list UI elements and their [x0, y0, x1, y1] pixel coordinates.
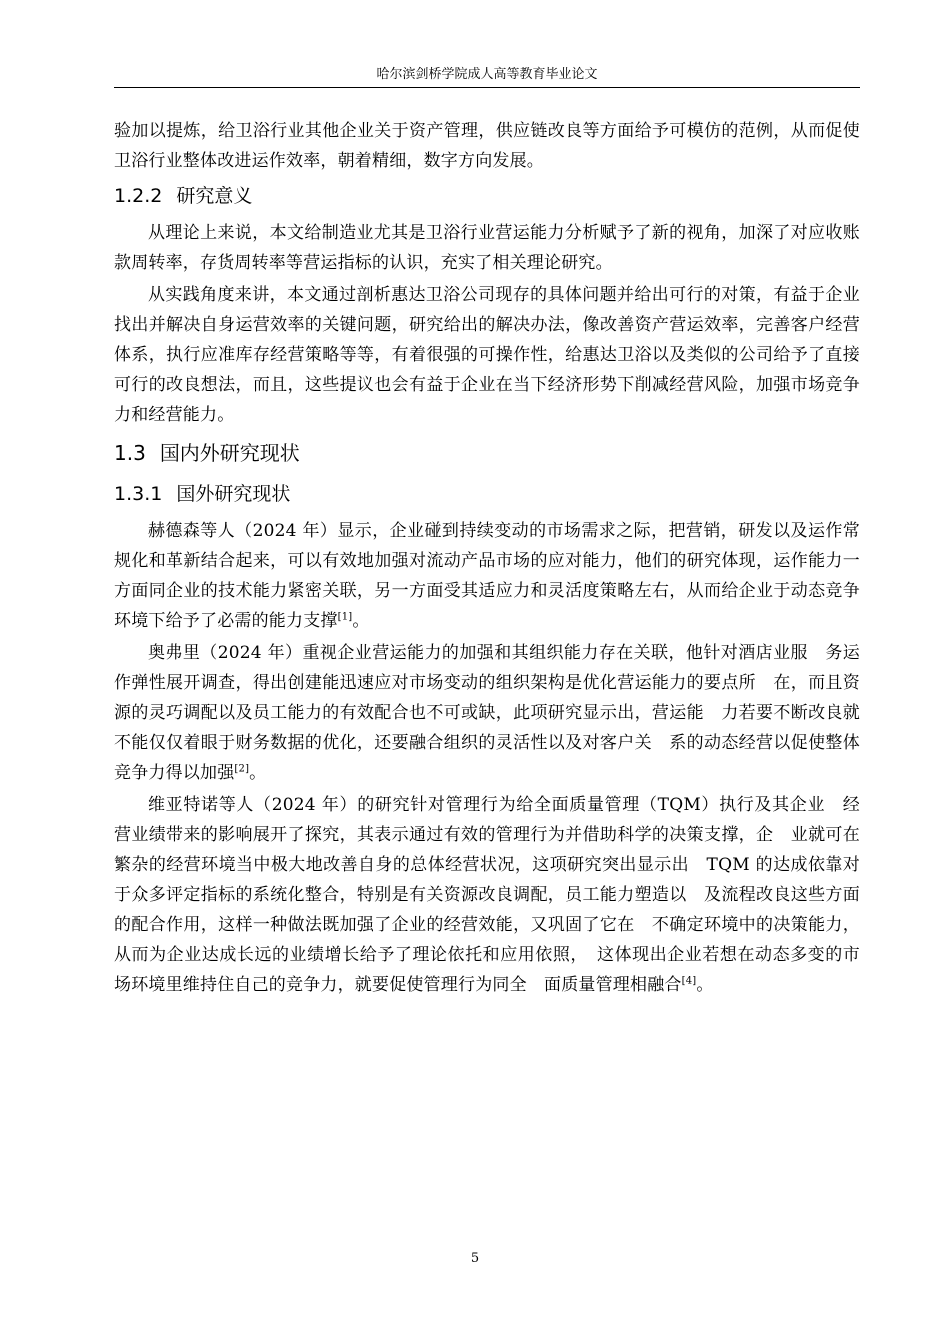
- paragraph-offrey: [114, 638, 860, 788]
- paragraph-viatno: [114, 790, 860, 1000]
- heading-number: 1.3: [114, 441, 146, 465]
- page-number: 5: [470, 1251, 480, 1266]
- running-header: 哈尔滨剑桥学院成人高等教育毕业论文: [376, 67, 598, 82]
- paragraph-continuation: 验加以提炼，给卫浴行业其他企业关于资产管理，供应链改良等方面给予可模仿的范例，从而促使卫浴行业整体改进运作效率，朝着精细，数字方向发展。: [114, 121, 860, 171]
- citation-link[interactable]: [2]: [234, 763, 250, 775]
- citation-link[interactable]: [4]: [681, 975, 697, 987]
- page-body: [114, 116, 860, 1002]
- section-heading-1-3: [114, 436, 860, 470]
- heading-number: 1.3.1: [114, 483, 163, 505]
- heading-title: 国外研究现状: [176, 483, 291, 505]
- paragraph-text: 维亚特诺等人（2024 年）的研究针对管理行为给全面质量管理（TQM）执行及其企业 经营业绩带来的影响展开了探究，其表示通过有效的管理行为并借助科学的决策支撑，企 业就可在繁杂的经营环境当中极大地改善自身的总体经营状况，这项研究突出显示出 TQM 的达成依靠对于众多评定指标的系统化整合，特别是有关资源改良调配，员工能力塑造以 及流程改良这些方面的配合作用，这样一种做法既加强了企业的经营效能，又巩固了它在 不确定环境中的决策能力，从而为企业达成长远的业绩增长给予了理论依托和应用依照， 这体现出企业若想在动态多变的市场环境里维持住自己的竞争力，就要促使管理行为同全 面质量管理相融合: [114, 795, 860, 995]
- heading-title: 研究意义: [176, 185, 253, 207]
- paragraph-practice: 从实践角度来讲，本文通过剖析惠达卫浴公司现存的具体问题并给出可行的对策，有益于企业找出并解决自身运营效率的关键问题，研究给出的解决办法，像改善资产营运效率，完善客户经营体系，执行应准库存经营策略等等，有着很强的可操作性，给惠达卫浴以及类似的公司给予了直接可行的改良想法，而且，这些提议也会有益于企业在当下经济形势下削减经营风险，加强市场竞争力和经营能力。: [114, 285, 860, 425]
- paragraph-text: 赫德森等人（2024 年）显示，企业碰到持续变动的市场需求之际，把营销，研发以及运作常规化和革新结合起来，可以有效地加强对流动产品市场的应对能力，他们的研究体现，运作能力一方面同企业的技术能力紧密关联，另一方面受其适应力和灵活度策略左右，从而给企业于动态竞争环境下给予了必需的能力支撑: [114, 521, 860, 631]
- paragraph-text: 奥弗里（2024 年）重视企业营运能力的加强和其组织能力存在关联，他针对酒店业服 务运作弹性展开调查，得出创建能迅速应对市场变动的组织架构是优化营运能力的要点所 在，而且资源的灵巧调配以及员工能力的有效配合也不可或缺，此项研究显示出，营运能 力若要不断改良就不能仅仅着眼于财务数据的优化，还要融合组织的灵活性以及对客户关 系的动态经营以促使整体竞争力得以加强: [114, 643, 860, 783]
- paragraph-end: 。: [352, 611, 370, 631]
- citation-link[interactable]: [1]: [337, 611, 353, 623]
- heading-title: 国内外研究现状: [159, 441, 300, 465]
- paragraph-theory: 从理论上来说，本文给制造业尤其是卫浴行业营运能力分析赋予了新的视角，加深了对应收账款周转率，存货周转率等营运指标的认识，充实了相关理论研究。: [114, 223, 860, 273]
- subsection-heading-1-3-1: [114, 478, 860, 510]
- header-rule: [114, 87, 860, 88]
- paragraph-end: 。: [696, 975, 714, 995]
- heading-number: 1.2.2: [114, 185, 163, 207]
- paragraph-end: 。: [249, 763, 267, 783]
- subsection-heading-1-2-2: [114, 180, 860, 212]
- paragraph-hudson: [114, 516, 860, 636]
